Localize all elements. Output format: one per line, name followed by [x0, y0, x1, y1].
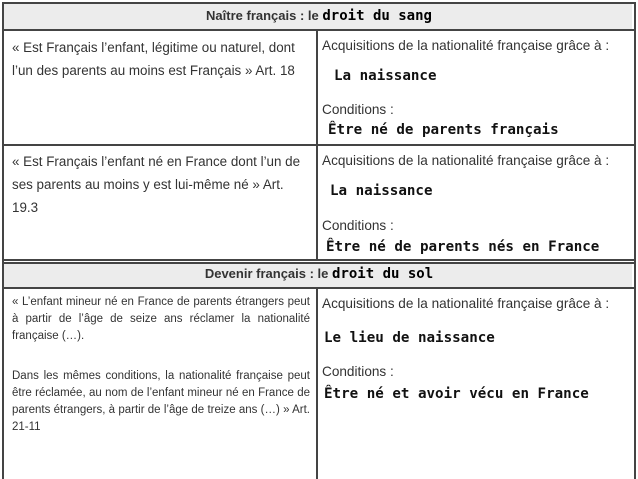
section2-title-prefix: Devenir français : le — [204, 266, 329, 281]
article-21-11-quote-part1: « L’enfant mineur né en France de parents étrangers peut à partir de l’âge de seize ans réclamer la nationalité française (…). — [12, 296, 310, 342]
section2-title — [0, 266, 638, 282]
conditions-label: Conditions : — [322, 102, 394, 117]
conditions-label: Conditions : — [322, 218, 394, 233]
section1-title — [0, 8, 638, 24]
article-19-3-quote: « Est Français l’enfant né en France dont l’un de ses parents au moins y est lui-même né » Art. 19.3 — [12, 154, 301, 215]
table-border-right — [634, 2, 636, 479]
row-divider — [2, 144, 636, 146]
section2-header-rule — [2, 287, 636, 289]
acquisition-label: Acquisitions de la nationalité française grâce à : — [322, 296, 610, 311]
conditions-label: Conditions : — [322, 364, 394, 379]
section-divider — [2, 259, 636, 261]
conditions-answer: Être né et avoir vécu en France — [324, 386, 589, 402]
section2-column-divider — [316, 287, 318, 479]
article-21-11-quote-part2: Dans les mêmes conditions, la nationalité française peut être réclamée, au nom de l’enfant mineur né en France de parents étrangers, à partir de l’âge de treize ans (…) » Art. 21-11 — [12, 370, 310, 433]
article-18-quote: « Est Français l’enfant, légitime ou naturel, dont l’un des parents au moins est Français » Art. 18 — [12, 40, 295, 78]
section1-header-rule — [2, 29, 636, 31]
section-divider-inner — [2, 262, 636, 264]
section2-title-fill: droit du sol — [332, 266, 434, 282]
acquisition-answer: La naissance — [334, 68, 437, 84]
acquisition-label: Acquisitions de la nationalité française grâce à : — [322, 38, 610, 53]
table-border-left — [2, 2, 4, 479]
acquisition-answer: Le lieu de naissance — [324, 330, 495, 346]
acquisition-label: Acquisitions de la nationalité française grâce à : — [322, 153, 610, 168]
section1-title-prefix: Naître français : le — [206, 8, 319, 23]
table-border-top — [2, 2, 636, 4]
conditions-answer: Être né de parents français — [328, 122, 559, 138]
section1-title-fill: droit du sang — [322, 8, 432, 24]
acquisition-answer: La naissance — [330, 183, 433, 199]
conditions-answer: Être né de parents nés en France — [326, 239, 600, 255]
section1-column-divider — [316, 29, 318, 260]
